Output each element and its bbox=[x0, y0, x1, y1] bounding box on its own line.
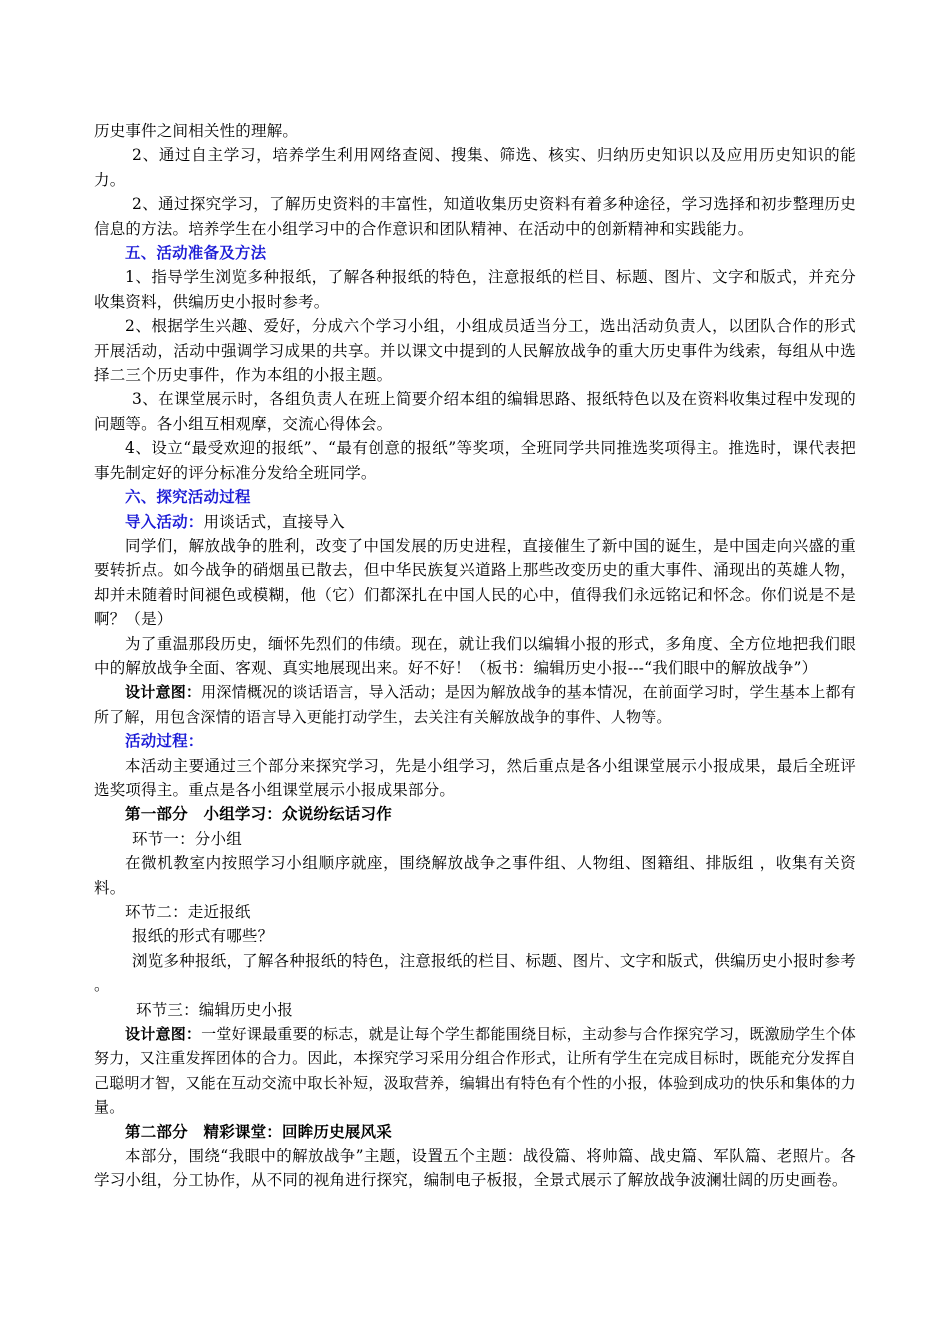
design-intent-1-text: 用深情概况的谈话语言，导入活动；是因为解放战争的基本情况，在前面学习时，学生基本上都有所了解，用包含深情的语言导入更能打动学生，去关注有关解放战争的事件、人物等。 bbox=[94, 683, 856, 726]
design-intent-1 bbox=[94, 680, 856, 729]
step-2-question: 报纸的形式有哪些？ bbox=[132, 927, 274, 946]
intro-activity-label: 导入活动： bbox=[125, 511, 204, 531]
design-intent-2-label: 设计意图： bbox=[125, 1025, 202, 1044]
intro-tail-paragraph: 历史事件之间相关性的理解。 bbox=[94, 122, 299, 140]
section-6-heading: 六、探究活动过程 bbox=[125, 487, 251, 507]
step-1-text: 在微机教室内按照学习小组顺序就座，围绕解放战争之事件组、人物组、图籍组、排版组 ，收集有关资料。 bbox=[94, 854, 856, 897]
intro-paragraph-2: 为了重温那段历史，缅怀先烈们的伟绩。现在，就让我们以编辑小报的形式，多角度、全方位地把我们眼中的解放战争全面、客观、真实地展现出来。好不好！（板书：编辑历史小报---“我们眼中的解放战争”） bbox=[94, 634, 856, 677]
part-1-title: 第一部分 小组学习：众说纷纭话习作 bbox=[125, 804, 392, 824]
step-3-title: 环节三：编辑历史小报 bbox=[136, 1000, 294, 1019]
step-2-text: 浏览多种报纸，了解各种报纸的特色，注意报纸的栏目、标题、图片、文字和版式，供编历史小报时参考 。 bbox=[94, 951, 856, 995]
design-intent-1-label: 设计意图： bbox=[125, 683, 202, 702]
step-2-title: 环节二：走近报纸 bbox=[125, 903, 251, 921]
goal-2-self-study: 2、通过自主学习，培养学生利用网络查阅、搜集、筛选、核实、归纳历史知识以及应用历史知识的能力。 bbox=[94, 146, 856, 189]
part-2-title: 第二部分 精彩课堂：回眸历史展风采 bbox=[125, 1121, 392, 1141]
section-5-heading: 五、活动准备及方法 bbox=[125, 243, 267, 263]
section-5-item-2: 2、根据学生兴趣、爱好，分成六个学习小组，小组成员适当分工，选出活动负责人，以团队合作的形式开展活动，活动中强调学习成果的共享。并以课文中提到的人民解放战争的重大历史事件为线索，每组从中选择二三个历史事件，作为本组的小报主题。 bbox=[94, 317, 856, 385]
activity-process-text: 本活动主要通过三个部分来探究学习，先是小组学习，然后重点是各小组课堂展示小报成果，最后全班评选奖项得主。重点是各小组课堂展示小报成果部分。 bbox=[94, 756, 856, 799]
section-5-item-3: 3、在课堂展示时，各组负责人在班上简要介绍本组的编辑思路、报纸特色以及在资料收集过程中发现的问题等。各小组互相观摩，交流心得体会。 bbox=[94, 390, 856, 433]
activity-process-heading: 活动过程： bbox=[125, 731, 204, 751]
intro-paragraph-1: 同学们，解放战争的胜利，改变了中国发展的历史进程，直接催生了新中国的诞生，是中国走向兴盛的重要转折点。如今战争的硝烟虽已散去，但中华民族复兴道路上那些改变历史的重大事件、涌现出的英雄人物，却并未随着时间褪色或模糊，他（它）们都深扎在中国人民的心中，值得我们永远铭记和怀念。你们说是不是啊？（是） bbox=[94, 536, 856, 629]
goal-2-inquiry: 2、通过探究学习，了解历史资料的丰富性，知道收集历史资料有着多种途径，学习选择和初步整理历史信息的方法。培养学生在小组学习中的合作意识和团队精神、在活动中的创新精神和实践能力。 bbox=[94, 195, 856, 238]
intro-activity-line bbox=[94, 510, 856, 534]
design-intent-2 bbox=[94, 1022, 856, 1120]
step-1-title: 环节一：分小组 bbox=[132, 829, 242, 848]
intro-activity-text: 用谈话式，直接导入 bbox=[203, 512, 345, 531]
part-2-text: 本部分，围绕“我眼中的解放战争”主题，设置五个主题：战役篇、将帅篇、战史篇、军队篇、老照片。各学习小组，分工协作，从不同的视角进行探究，编制电子板报，全景式展示了解放战争波澜壮阔的历史画卷。 bbox=[94, 1147, 856, 1190]
design-intent-2-text: 一堂好课最重要的标志，就是让每个学生都能围绕目标，主动参与合作探究学习，既激励学生个体努力，又注重发挥团体的合力。因此，本探究学习采用分组合作形式，让所有学生在完成目标时，既能充分发挥自己聪明才智，又能在互动交流中取长补短，汲取营养，编辑出有特色有个性的小报，体验到成功的快乐和集体的力量。 bbox=[94, 1025, 856, 1117]
section-5-item-1: 1、指导学生浏览多种报纸，了解各种报纸的特色，注意报纸的栏目、标题、图片、文字和版式，并充分收集资料，供编历史小报时参考。 bbox=[94, 268, 856, 311]
section-5-item-4: 4、设立“最受欢迎的报纸”、“最有创意的报纸”等奖项，全班同学共同推选奖项得主。推选时，课代表把事先制定好的评分标准分发给全班同学。 bbox=[94, 439, 856, 482]
